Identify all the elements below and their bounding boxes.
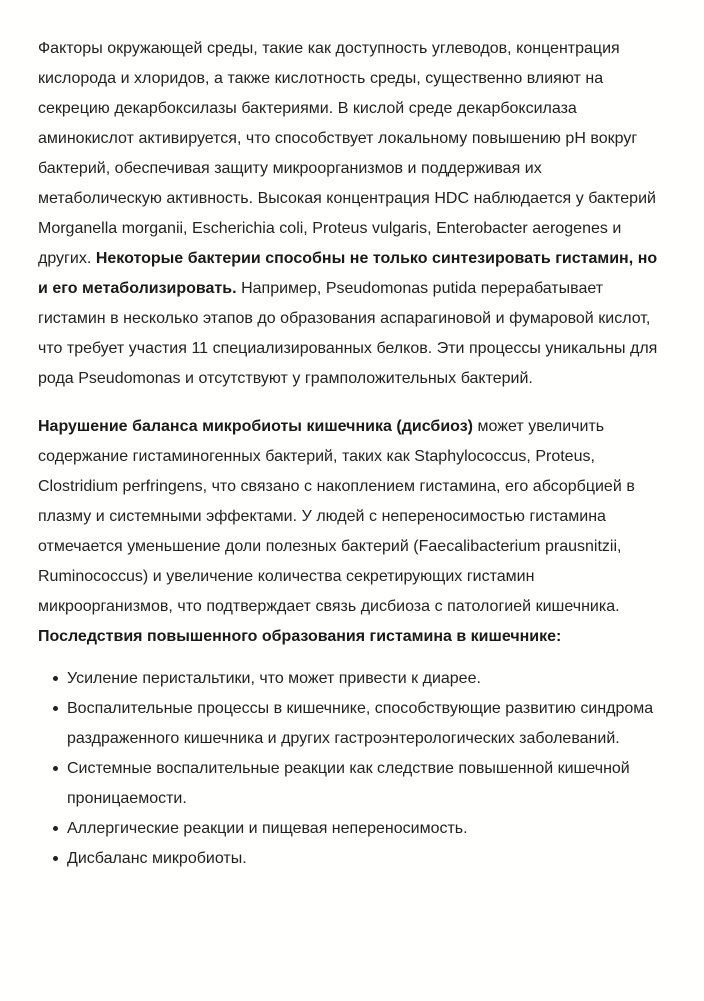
paragraph-text-run: Факторы окружающей среды, такие как доступность углеводов, концентрация кислорода и хлоридов, а также кислотность среды, существенно влияют на секрецию декарбоксилазы бактериями. В кислой среде декарбоксилаза аминокислот активируется, что способствует локальному повышению pH вокруг бактерий, обеспечивая защиту микроорганизмов и поддерживая их метаболическую активность. Высокая концентрация HDC наблюдается у бактерий Morganella morganii, Escherichia coli, Proteus vulgaris, Enterobacter aerogenes и других. <box>38 40 656 267</box>
list-item <box>38 664 666 694</box>
paragraph-text-run: Например, Pseudomonas putida перерабатывает гистамин в несколько этапов до образования аспарагиновой и фумаровой кислот, что требует участия 11 специализированных белков. Эти процессы уникальны для рода Pseudomonas и отсутствуют у грамположительных бактерий. <box>38 280 658 387</box>
paragraph-dysbiosis <box>38 412 666 622</box>
list-item <box>38 694 666 754</box>
section-heading: Последствия повышенного образования гистамина в кишечнике: <box>38 628 562 645</box>
paragraph-bold-run: Некоторые бактерии способны не только синтезировать гистамин, но и его метаболизировать. <box>38 250 658 297</box>
consequences-list <box>38 664 666 874</box>
bullet-dot-icon <box>53 826 58 831</box>
list-item-text: Системные воспалительные реакции как следствие повышенной кишечной проницаемости. <box>67 760 630 807</box>
article-body <box>38 34 666 874</box>
bullet-dot-icon <box>53 856 58 861</box>
bullet-dot-icon <box>53 676 58 681</box>
list-item-text: Дисбаланс микробиоты. <box>67 850 247 867</box>
bullet-dot-icon <box>53 766 58 771</box>
list-item-text: Воспалительные процессы в кишечнике, способствующие развитию синдрома раздраженного кишечника и других гастроэнтерологических заболеваний. <box>67 700 654 747</box>
list-item-text: Усиление перистальтики, что может привести к диарее. <box>67 670 481 687</box>
paragraph-bold-lead-in: Нарушение баланса микробиоты кишечника (дисбиоз) <box>38 418 473 435</box>
paragraph-environmental-factors <box>38 34 666 394</box>
list-item <box>38 844 666 874</box>
paragraph-text-run: может увеличить содержание гистаминогенных бактерий, таких как Staphylococcus, Proteus, Clostridium perfringens, что связано с накоплением гистамина, его абсорбцией в плазму и системными эффектами. У людей с непереносимостью гистамина отмечается уменьшение доли полезных бактерий (Faecalibacterium prausnitzii, Ruminococcus) и увеличение количества секретирующих гистамин микроорганизмов, что подтверждает связь дисбиоза с патологией кишечника. <box>38 418 635 615</box>
list-item-text: Аллергические реакции и пищевая непереносимость. <box>67 820 468 837</box>
bullet-dot-icon <box>53 706 58 711</box>
list-item <box>38 814 666 844</box>
list-item <box>38 754 666 814</box>
